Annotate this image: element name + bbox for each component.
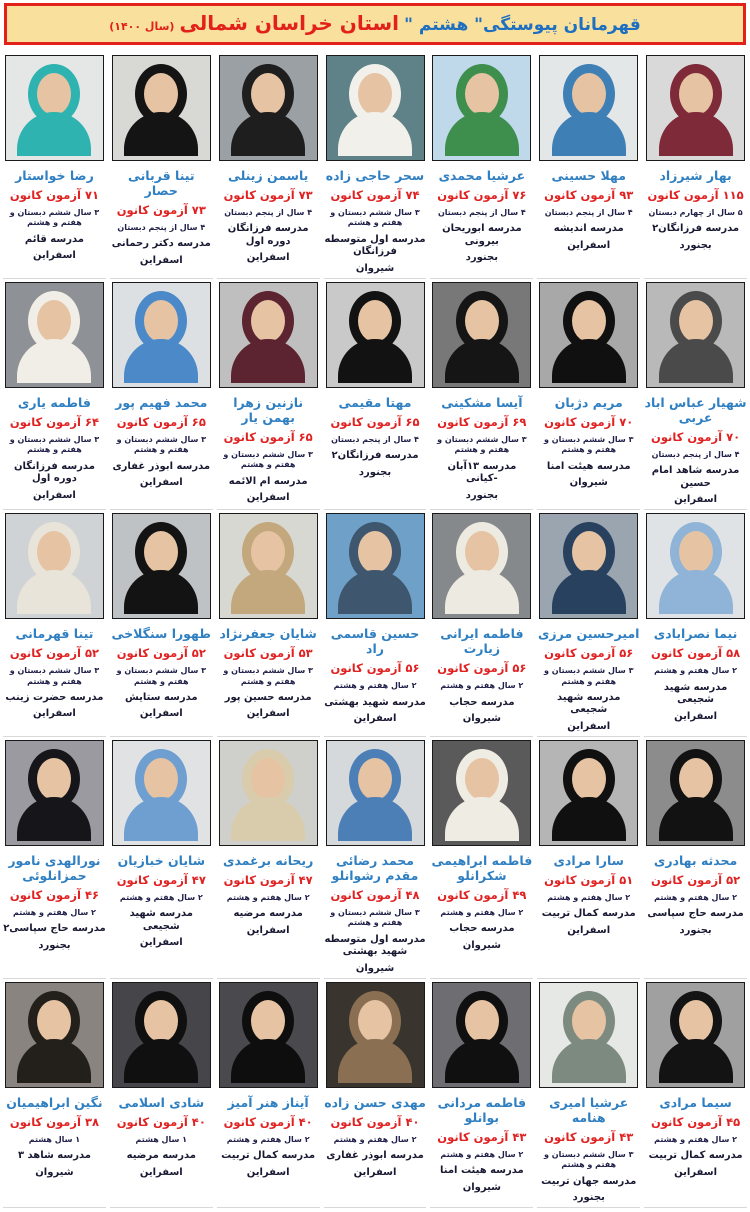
city-name: شیروان [355,262,395,274]
school-name: مدرسه هیئت امنا [546,460,631,472]
person-silhouette-body [445,1039,519,1083]
student-card [217,513,320,737]
student-name: سیما مرادی [659,1094,732,1110]
page-header [4,3,746,45]
student-name: تینا قربانی حصار [127,168,195,198]
page [0,3,750,1212]
student-photo [112,282,211,388]
study-years: ۲ سال هفتم و هشتم [654,666,738,676]
study-years: ۳ سال ششم دبستان و هفتم و هشتم [9,666,100,686]
school-name: مدرسه جهان تربیت [541,1175,637,1187]
exam-count: ۴۰ آزمون کانون [116,1114,206,1129]
student-card [644,740,747,979]
student-card [430,282,533,510]
school-name: مدرسه ۱۳آبان -کیانی [447,460,517,485]
student-name: نازنین زهرا بهمن یار [233,394,304,425]
student-card [430,982,533,1208]
student-photo [326,740,425,846]
student-name: فاطمه ایرانی زیارت [440,626,524,657]
student-photo [539,740,638,846]
school-name: مدرسه فرزانگان دوره اول [227,223,309,247]
student-card [3,982,106,1208]
study-years: ۲ سال هفتم و هشتم [547,892,631,902]
exam-count: ۵۶ آزمون کانون [544,646,634,661]
school-name: مدرسه حاج سپاسی۲ [3,923,106,935]
student-photo [219,740,318,846]
student-photo [432,55,531,161]
person-silhouette-body [124,797,198,841]
study-years: ۳ سال ششم دبستان و هفتم و هشتم [544,434,634,455]
city-name: اسفراین [674,1166,718,1178]
person-silhouette-body [552,797,626,841]
student-photo [646,982,745,1088]
student-name: نگین ابراهیمیان [6,1094,103,1110]
exam-count: ۴۳ آزمون کانون [437,1129,527,1144]
student-photo [326,982,425,1088]
student-name: شادی اسلامی [118,1094,205,1110]
student-photo [326,282,425,388]
student-photo [112,513,211,619]
student-name: شهیار عباس اباد عربی [644,394,747,425]
exam-count: ۵۸ آزمون کانون [651,646,741,661]
person-silhouette-body [124,570,198,614]
study-years: ۲ سال هفتم و هشتم [654,1134,738,1144]
student-photo [219,55,318,161]
exam-count: ۴۰ آزمون کانون [330,1114,420,1129]
student-photo [646,55,745,161]
exam-count: ۴۷ آزمون کانون [116,872,206,887]
study-years: ۱ سال هشتم [28,1134,81,1144]
student-card [537,513,640,737]
student-card [430,55,533,279]
person-silhouette-body [552,1039,626,1083]
person-silhouette-body [231,339,305,383]
exam-count: ۶۵ آزمون کانون [116,414,206,429]
students-grid [0,47,750,1212]
student-card [537,982,640,1208]
header-title-blue: قهرمانان پیوستگی" هشتم " [404,15,641,35]
student-name: شایان جعفرنژاد [219,626,317,642]
person-silhouette-body [659,570,733,614]
study-years: ۲ سال هفتم و هشتم [333,681,417,691]
student-name: فاطمه مردانی بوانلو [437,1094,527,1125]
city-name: اسفراین [353,713,397,725]
student-card [217,982,320,1208]
exam-count: ۷۱ آزمون کانون [9,188,99,202]
student-name: طهورا سنگلاخی [111,626,212,642]
study-years: ۲ سال هفتم و هشتم [226,1134,310,1144]
exam-count: ۴۹ آزمون کانون [437,887,527,902]
person-silhouette-body [552,570,626,614]
student-photo [646,740,745,846]
student-card [324,282,427,510]
person-silhouette-body [445,112,519,156]
school-name: مدرسه حجاب [449,696,515,708]
study-years: ۴ سال از پنجم دبستان [224,208,313,217]
header-title-red: استان خراسان شمالی [179,11,400,35]
city-name: شیروان [462,939,502,951]
city-name: بجنورد [465,252,498,264]
school-name: مدرسه حاج سپاسی [647,908,744,920]
student-name: امیرحسین مرزی [537,626,640,642]
exam-count: ۵۱ آزمون کانون [544,872,634,887]
person-silhouette-body [659,1039,733,1083]
city-name: اسفراین [674,710,718,722]
student-name: نورالهدی نامور حمزانلوئی [8,852,101,883]
exam-count: ۳۸ آزمون کانون [9,1114,99,1129]
exam-count: ۶۹ آزمون کانون [437,414,527,429]
study-years: ۲ سال هفتم و هشتم [440,681,524,691]
school-name: مدرسه فرزانگان۲ [331,450,419,462]
city-name: بجنورد [572,1192,605,1204]
person-silhouette-body [231,1039,305,1083]
student-name: شایان خبازیان [117,852,206,868]
study-years: ۲ سال هفتم و هشتم [12,907,96,917]
student-card [110,740,213,979]
person-silhouette-body [445,797,519,841]
student-photo [539,282,638,388]
person-silhouette-body [659,797,733,841]
student-photo [432,740,531,846]
person-silhouette-body [445,570,519,614]
study-years: ۳ سال ششم دبستان و هفتم و هشتم [330,208,420,228]
student-name: محمد رضائی مقدم رشوانلو [331,852,419,883]
exam-count: ۴۰ آزمون کانون [223,1114,313,1129]
exam-count: ۷۴ آزمون کانون [330,188,420,202]
exam-count: ۶۵ آزمون کانون [330,414,420,429]
study-years: ۲ سال هفتم و هشتم [654,892,738,902]
student-name: محدثه بهادری [653,852,738,868]
study-years: ۴ سال از پنجم دبستان [544,208,633,217]
student-name: عرشیا محمدی [438,168,526,183]
study-years: ۴ سال از پنجم دبستان [117,223,206,232]
student-photo [112,982,211,1088]
student-name: سارا مرادی [553,852,624,868]
student-name: محمد فهیم پور [115,394,208,410]
city-name: اسفراین [139,477,183,489]
city-name: اسفراین [567,924,611,936]
city-name: بجنورد [465,489,498,501]
person-silhouette-body [338,112,412,156]
study-years: ۴ سال از پنجم دبستان [331,434,419,444]
city-name: اسفراین [33,250,76,262]
school-name: مدرسه ابوریحان بیرونی [442,223,522,247]
school-name: مدرسه حسین پور [224,691,312,703]
study-years: ۵ سال از چهارم دبستان [648,208,743,217]
student-name: سحر حاجی زاده [325,168,425,183]
person-silhouette-body [338,1039,412,1083]
school-name: مدرسه مرضیه [126,1150,196,1162]
school-name: مدرسه فرزانگان۲ [652,223,740,235]
study-years: ۳ سال ششم دبستان و هفتم و هشتم [330,907,420,928]
study-years: ۱ سال هشتم [135,1134,188,1144]
student-card [324,513,427,737]
student-name: آیسا مشکینی [441,394,523,410]
study-years: ۲ سال هفتم و هشتم [440,907,524,917]
student-card [644,55,747,279]
city-name: اسفراین [674,494,718,506]
student-name: ریحانه برغمدی [223,852,314,868]
city-name: شیروان [35,1166,74,1178]
study-years: ۳ سال ششم دبستان و هفتم و هشتم [116,666,207,686]
city-name: اسفراین [246,708,290,720]
city-name: شیروان [462,713,502,725]
exam-count: ۷۶ آزمون کانون [437,188,527,202]
exam-count: ۵۲ آزمون کانون [651,872,741,887]
student-photo [432,982,531,1088]
exam-count: ۷۳ آزمون کانون [116,203,206,217]
study-years: ۳ سال ششم دبستان و هفتم و هشتم [9,208,100,228]
student-name: بهار شیرزاد [659,168,732,183]
school-name: مدرسه اول متوسطه فرزانگان [324,233,426,258]
exam-count: ۵۲ آزمون کانون [9,646,99,661]
person-silhouette-body [659,112,733,156]
student-card [324,982,427,1208]
student-photo [5,282,104,388]
student-name: مهدی حسن زاده [324,1094,426,1110]
person-silhouette-body [17,797,91,841]
student-card [217,740,320,979]
student-card [644,982,747,1208]
school-name: مدرسه شهید شجیعی [557,691,621,716]
city-name: اسفراین [353,1166,397,1178]
student-photo [5,740,104,846]
person-silhouette-body [17,570,91,614]
student-name: یاسمن زینلی [227,168,309,183]
student-name: فاطمه ابراهیمی شکرانلو [431,852,533,883]
student-name: تینا قهرمانی [15,626,94,642]
person-silhouette-body [338,339,412,383]
header-year: (سال ۱۴۰۰) [109,20,175,33]
student-photo [5,513,104,619]
student-name: مریم دژبان [554,394,623,410]
exam-count: ۹۳ آزمون کانون [544,188,634,202]
student-photo [539,55,638,161]
person-silhouette-body [552,112,626,156]
study-years: ۲ سال هفتم و هشتم [226,892,310,902]
school-name: مدرسه ام الائمه [228,475,308,487]
study-years: ۳ سال ششم دبستان و هفتم و هشتم [437,434,527,455]
city-name: اسفراین [33,489,76,501]
exam-count: ۵۶ آزمون کانون [330,661,420,676]
student-photo [539,982,638,1088]
student-card [430,513,533,737]
exam-count: ۱۱۵ آزمون کانون [647,188,744,202]
person-silhouette-body [124,1039,198,1083]
study-years: ۴ سال از پنجم دبستان [651,449,740,459]
student-photo [5,982,104,1088]
city-name: شیروان [569,477,608,489]
city-name: اسفراین [139,937,183,949]
student-card [3,740,106,979]
person-silhouette-body [231,797,305,841]
person-silhouette-body [231,112,305,156]
city-name: شیروان [355,962,395,974]
person-silhouette-body [124,339,198,383]
student-name: آیناز هنر آمیز [227,1094,309,1110]
school-name: مدرسه ابوذر غفاری [112,460,211,472]
student-card [3,55,106,279]
exam-count: ۴۷ آزمون کانون [223,872,313,887]
city-name: اسفراین [246,252,290,264]
exam-count: ۷۰ آزمون کانون [651,429,741,444]
person-silhouette-body [445,339,519,383]
exam-count: ۶۵ آزمون کانون [223,429,313,444]
exam-count: ۵۶ آزمون کانون [437,661,527,676]
school-name: مدرسه شاهد ۳ [17,1150,91,1162]
city-name: بجنورد [679,924,712,936]
student-card [217,55,320,279]
school-name: مدرسه شهید شجیعی [129,908,193,932]
study-years: ۲ سال هفتم و هشتم [333,1134,417,1144]
student-photo [219,513,318,619]
study-years: ۳ سال ششم دبستان و هفتم و هشتم [9,434,100,455]
study-years: ۳ سال ششم دبستان و هفتم و هشتم [223,666,313,686]
study-years: ۳ سال ششم دبستان و هفتم و هشتم [544,666,634,686]
student-card [110,55,213,279]
city-name: اسفراین [246,1166,290,1178]
student-name: مهتا مقیمی [338,394,412,410]
person-silhouette-body [338,797,412,841]
exam-count: ۴۵ آزمون کانون [651,1114,741,1129]
school-name: مدرسه کمال تربیت [221,1150,316,1162]
student-card [537,740,640,979]
city-name: اسفراین [567,720,611,732]
student-photo [432,513,531,619]
student-photo [5,55,104,161]
school-name: مدرسه کمال تربیت [541,908,636,920]
school-name: مدرسه اول متوسطه شهید بهشتی [324,933,426,958]
student-photo [112,55,211,161]
study-years: ۲ سال هفتم و هشتم [440,1149,524,1159]
exam-count: ۷۰ آزمون کانون [544,414,634,429]
school-name: مدرسه ابوذر غفاری [326,1150,424,1162]
school-name: مدرسه مرضیه [233,908,303,920]
school-name: مدرسه حجاب [449,923,515,935]
study-years: ۳ سال ششم دبستان و هفتم و هشتم [223,449,313,470]
student-photo [432,282,531,388]
school-name: مدرسه دکتر رحمانی [111,238,211,250]
study-years: ۳ سال ششم دبستان و هفتم و هشتم [544,1149,634,1170]
student-card [644,282,747,510]
student-name: حسین قاسمی راد [330,626,420,657]
person-silhouette-body [17,339,91,383]
student-card [644,513,747,737]
student-name: نیما نصرابادی [653,626,738,642]
school-name: مدرسه شهید بهشتی [324,696,426,708]
student-name: مهلا حسینی [551,168,626,183]
school-name: مدرسه کمال تربیت [648,1150,743,1162]
student-card [537,55,640,279]
city-name: اسفراین [139,254,183,266]
student-card [217,282,320,510]
student-card [537,282,640,510]
school-name: مدرسه شاهد امام حسین [651,465,740,489]
student-photo [326,55,425,161]
city-name: شیروان [462,1181,502,1193]
student-photo [539,513,638,619]
student-name: عرشیا امیری هنامه [549,1094,629,1125]
school-name: مدرسه فرزانگان دوره اول [13,460,95,485]
student-photo [219,282,318,388]
city-name: بجنورد [679,239,712,251]
study-years: ۴ سال از پنجم دبستان [437,208,526,217]
person-silhouette-body [552,339,626,383]
school-name: مدرسه اندیشه [553,223,624,235]
student-card [430,740,533,979]
person-silhouette-body [17,112,91,156]
city-name: بجنورد [38,939,71,951]
city-name: اسفراین [139,708,183,720]
city-name: بجنورد [358,466,392,478]
student-name: رضا خواستار [15,168,94,183]
person-silhouette-body [338,570,412,614]
student-card [110,282,213,510]
city-name: اسفراین [246,924,290,936]
exam-count: ۷۳ آزمون کانون [223,188,313,202]
school-name: مدرسه حضرت زینب [5,691,104,703]
school-name: مدرسه ستایش [124,691,198,703]
student-card [324,740,427,979]
student-name: فاطمه یاری [17,394,91,410]
person-silhouette-body [17,1039,91,1083]
study-years: ۳ سال ششم دبستان و هفتم و هشتم [116,434,207,455]
student-card [3,513,106,737]
exam-count: ۴۳ آزمون کانون [544,1129,634,1144]
exam-count: ۵۳ آزمون کانون [223,646,313,661]
exam-count: ۴۶ آزمون کانون [9,887,99,902]
student-card [110,513,213,737]
student-card [3,282,106,510]
student-card [110,982,213,1208]
study-years: ۲ سال هفتم و هشتم [119,892,203,902]
student-card [324,55,427,279]
city-name: اسفراین [33,708,76,720]
student-photo [646,282,745,388]
exam-count: ۶۴ آزمون کانون [9,414,99,429]
city-name: اسفراین [246,492,290,504]
person-silhouette-body [659,339,733,383]
exam-count: ۵۲ آزمون کانون [116,646,206,661]
school-name: مدرسه شهید شجیعی [663,681,728,706]
person-silhouette-body [124,112,198,156]
student-photo [646,513,745,619]
city-name: اسفراین [567,239,611,251]
school-name: مدرسه هیئت امنا [440,1165,524,1177]
city-name: اسفراین [139,1166,183,1178]
school-name: مدرسه قائم [24,233,84,245]
person-silhouette-body [231,570,305,614]
exam-count: ۴۸ آزمون کانون [330,887,420,902]
student-photo [112,740,211,846]
student-photo [219,982,318,1088]
student-photo [326,513,425,619]
